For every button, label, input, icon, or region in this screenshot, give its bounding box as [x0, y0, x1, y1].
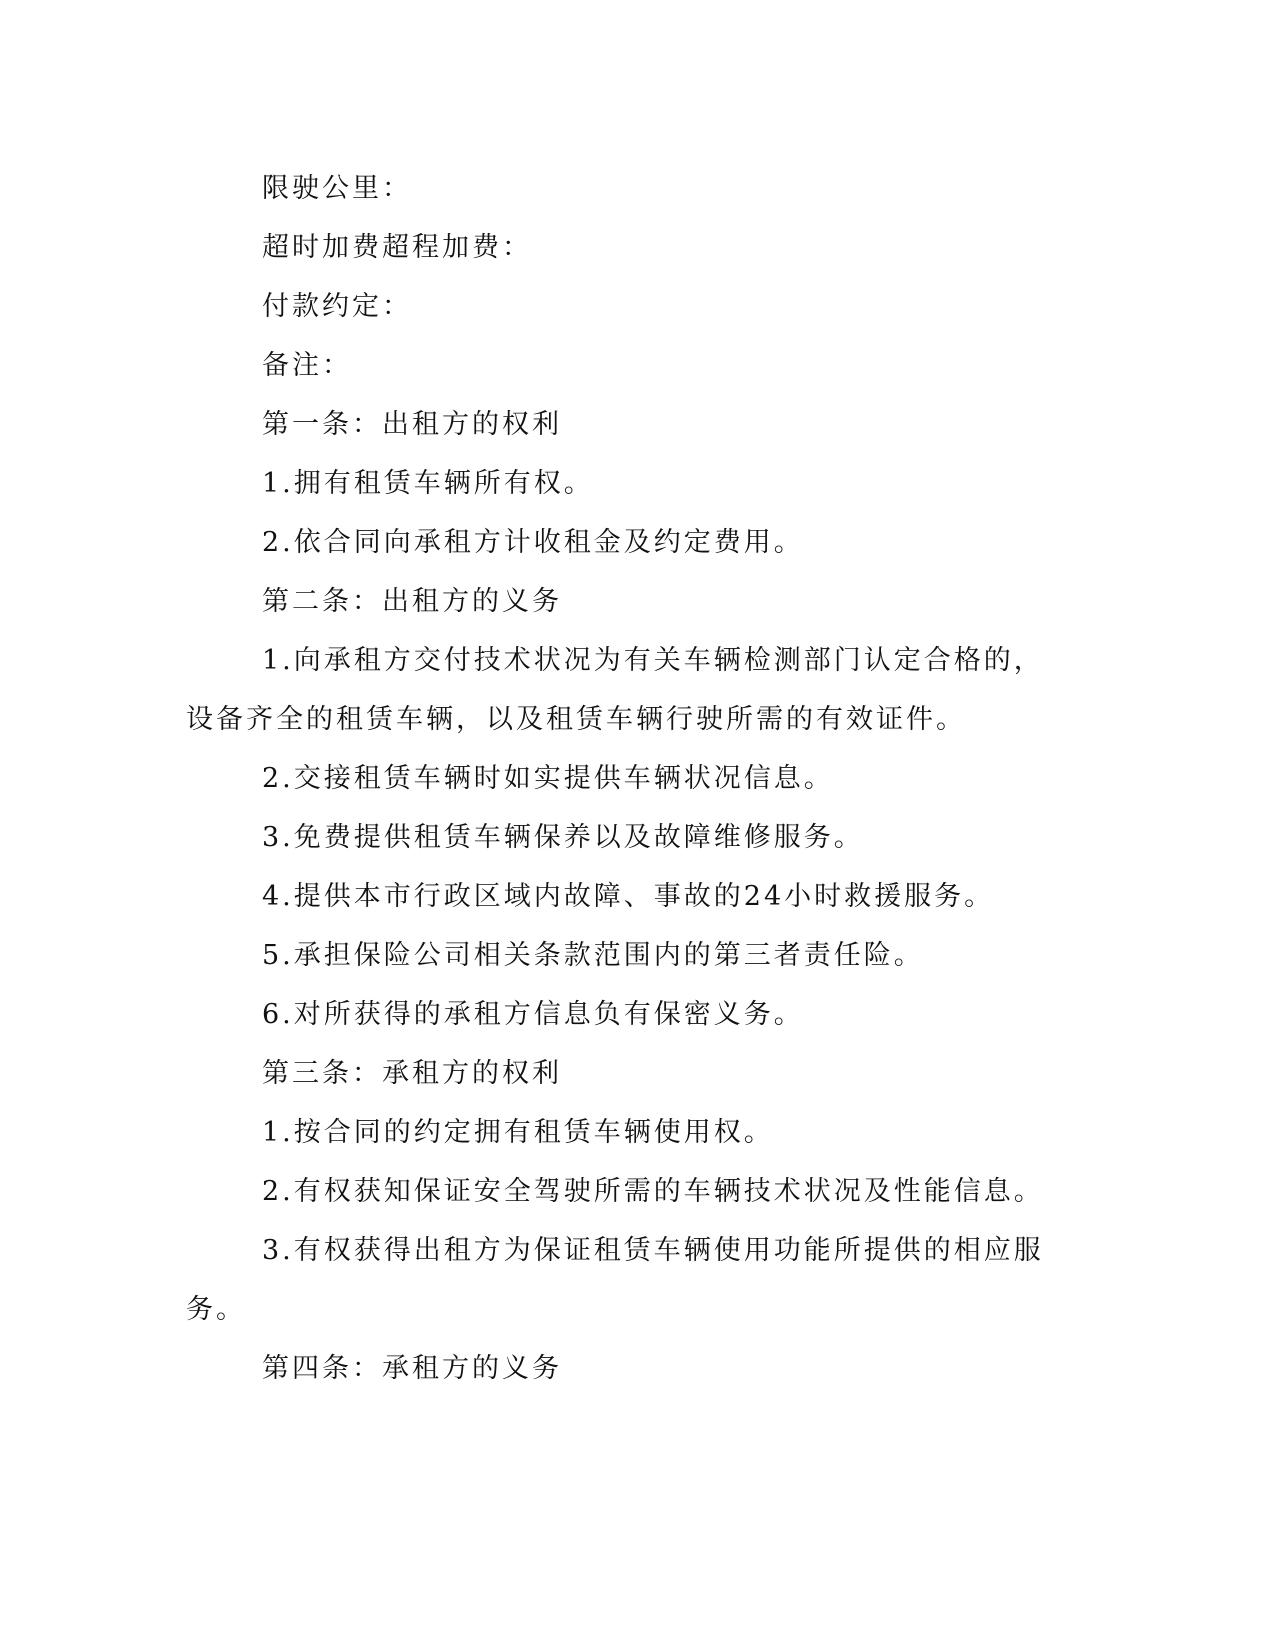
field-remarks: 备注： [262, 350, 352, 381]
article-heading: 第三条：承租方的权利 [262, 1058, 562, 1089]
field-payment-terms: 付款约定： [262, 291, 412, 322]
article-heading: 第一条：出租方的权利 [262, 409, 562, 440]
clause-item: 3.有权获得出租方为保证租赁车辆使用功能所提供的相应服务。 [186, 1235, 1044, 1325]
clause-item: 3.免费提供租赁车辆保养以及故障维修服务。 [262, 822, 864, 853]
article-heading: 第四条：承租方的义务 [262, 1353, 562, 1384]
field-mileage-limit: 限驶公里： [262, 173, 412, 204]
clause-item: 1.按合同的约定拥有租赁车辆使用权。 [262, 1117, 774, 1148]
clause-item: 2.交接租赁车辆时如实提供车辆状况信息。 [262, 763, 834, 794]
article-heading: 第二条：出租方的义务 [262, 586, 562, 617]
clause-item: 2.有权获知保证安全驾驶所需的车辆技术状况及性能信息。 [262, 1176, 1044, 1207]
document-body [186, 159, 1066, 1398]
clause-item: 2.依合同向承租方计收租金及约定费用。 [262, 527, 804, 558]
clause-item: 4.提供本市行政区域内故障、事故的24小时救援服务。 [262, 881, 995, 912]
clause-item: 1.拥有租赁车辆所有权。 [262, 468, 594, 499]
clause-item: 5.承担保险公司相关条款范围内的第三者责任险。 [262, 940, 924, 971]
field-overtime-overdistance-fee: 超时加费超程加费： [262, 232, 532, 263]
clause-item: 1.向承租方交付技术状况为有关车辆检测部门认定合格的，设备齐全的租赁车辆，以及租赁车辆行驶所需的有效证件。 [186, 645, 1044, 735]
clause-item: 6.对所获得的承租方信息负有保密义务。 [262, 999, 804, 1030]
